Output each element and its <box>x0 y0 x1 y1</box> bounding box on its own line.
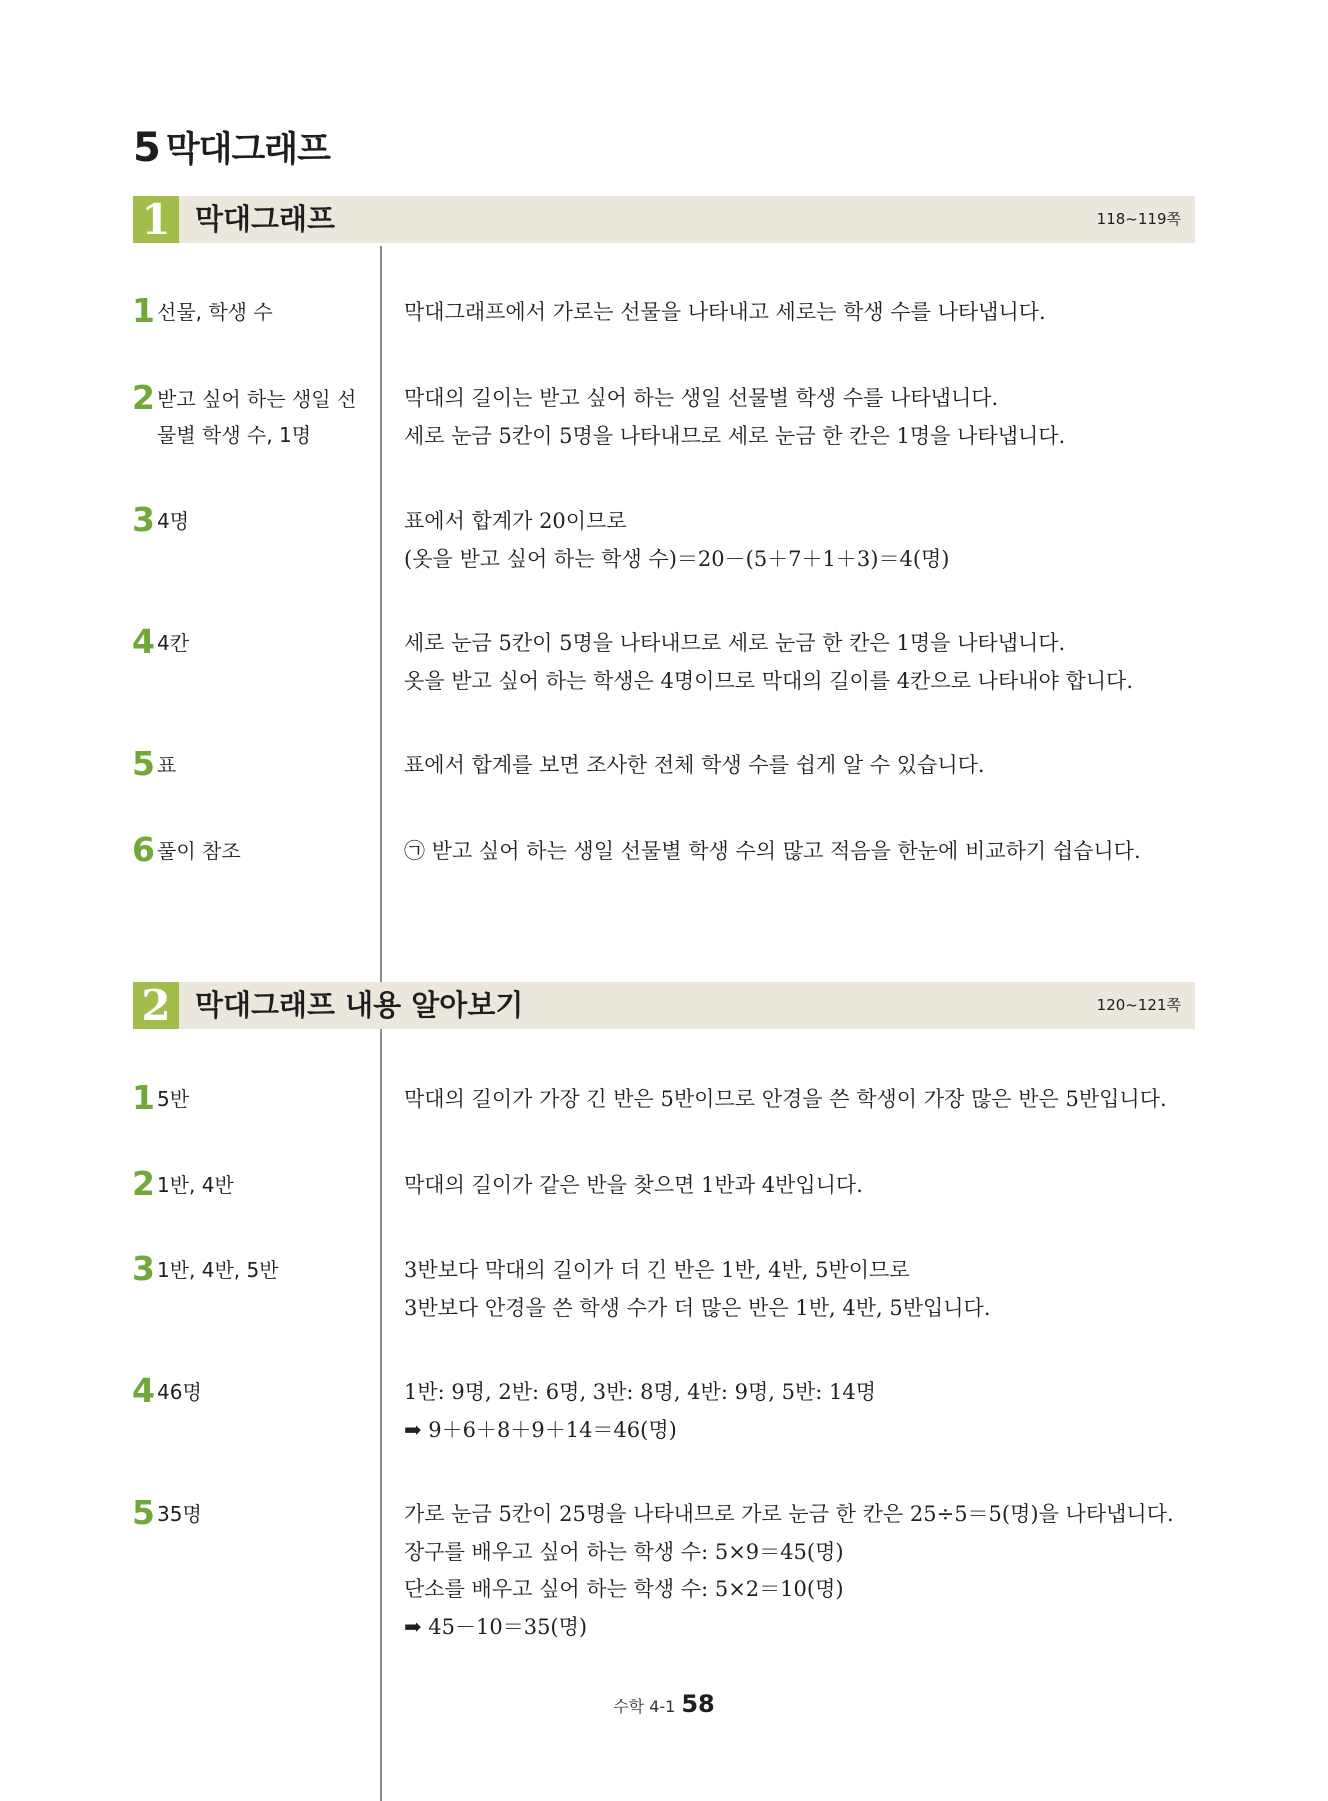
question-number: 4 <box>132 1371 155 1410</box>
question-number: 1 <box>132 1078 155 1117</box>
page-number: 58 <box>681 1690 715 1718</box>
answer-text: 35명 <box>157 1502 202 1526</box>
explanation-line: ➡ 9＋6＋8＋9＋14＝46(명) <box>404 1417 677 1442</box>
answer-text: 1반, 4반 <box>157 1173 234 1197</box>
explanation-line: 막대의 길이가 가장 긴 반은 5반이므로 안경을 쓴 학생이 가장 많은 반은 5반입니다. <box>404 1087 1167 1111</box>
explanation <box>404 747 1194 785</box>
explanation <box>404 833 1194 871</box>
explanation-line: 단소를 배우고 싶어 하는 학생 수: 5×2＝10(명) <box>404 1577 844 1601</box>
explanation <box>404 380 1194 455</box>
explanation <box>404 625 1194 700</box>
section-page-range: 120~121쪽 <box>1096 996 1181 1014</box>
question-number: 1 <box>132 291 155 330</box>
explanation-line: ➡ 45－10＝35(명) <box>404 1614 588 1639</box>
question-number: 3 <box>132 500 155 539</box>
explanation-line: 표에서 합계를 보면 조사한 전체 학생 수를 쉽게 알 수 있습니다. <box>404 753 985 777</box>
explanation <box>404 1252 1194 1327</box>
page-footer <box>0 1690 1328 1718</box>
explanation-line: ㉠ 받고 싶어 하는 생일 선물별 학생 수의 많고 적음을 한눈에 비교하기 쉽습니다. <box>404 839 1141 863</box>
chapter-title <box>133 122 330 172</box>
section-page-range: 118~119쪽 <box>1096 210 1181 228</box>
explanation-line: 세로 눈금 5칸이 5명을 나타내므로 세로 눈금 한 칸은 1명을 나타냅니다. <box>404 631 1066 655</box>
answer-text: 표 <box>157 753 177 777</box>
explanation-line: (옷을 받고 싶어 하는 학생 수)＝20－(5＋7＋1＋3)＝4(명) <box>404 546 950 571</box>
section-number-badge: 2 <box>133 982 179 1029</box>
question-number: 3 <box>132 1249 155 1288</box>
explanation-line: 막대그래프에서 가로는 선물을 나타내고 세로는 학생 수를 나타냅니다. <box>404 300 1046 324</box>
answer-text: 4명 <box>157 509 190 533</box>
explanation <box>404 1081 1194 1119</box>
chapter-title-text: 막대그래프 <box>165 130 330 170</box>
explanation-line: 3반보다 막대의 길이가 더 긴 반은 1반, 4반, 5반이므로 <box>404 1258 910 1282</box>
section-header-2 <box>133 982 1195 1029</box>
explanation-line: 3반보다 안경을 쓴 학생 수가 더 많은 반은 1반, 4반, 5반입니다. <box>404 1295 991 1320</box>
question-number: 2 <box>132 378 155 417</box>
question-number: 6 <box>132 830 155 869</box>
section-header-1 <box>133 196 1195 243</box>
question-number: 4 <box>132 622 155 661</box>
section-number-badge: 1 <box>133 196 179 243</box>
explanation <box>404 1167 1194 1205</box>
explanation-line: 1반: 9명, 2반: 6명, 3반: 8명, 4반: 9명, 5반: 14명 <box>404 1380 876 1404</box>
answer-text: 선물, 학생 수 <box>157 300 273 324</box>
explanation-line: 막대의 길이는 받고 싶어 하는 생일 선물별 학생 수를 나타냅니다. <box>404 386 999 410</box>
question-number: 5 <box>132 1493 155 1532</box>
question-number: 5 <box>132 744 155 783</box>
explanation <box>404 294 1194 332</box>
answer-text: 받고 싶어 하는 생일 선물별 학생 수, 1명 <box>157 387 357 447</box>
explanation-line: 장구를 배우고 싶어 하는 학생 수: 5×9＝45(명) <box>404 1539 844 1564</box>
section-title: 막대그래프 <box>195 202 336 236</box>
answer-text: 4칸 <box>157 631 190 655</box>
question-number: 2 <box>132 1164 155 1203</box>
answer-text: 5반 <box>157 1087 190 1111</box>
explanation <box>404 1496 1194 1646</box>
explanation-line: 막대의 길이가 같은 반을 찾으면 1반과 4반입니다. <box>404 1173 863 1197</box>
explanation-line: 세로 눈금 5칸이 5명을 나타내므로 세로 눈금 한 칸은 1명을 나타냅니다. <box>404 423 1066 448</box>
answer-text: 1반, 4반, 5반 <box>157 1258 279 1282</box>
answer-text: 풀이 참조 <box>157 839 241 863</box>
answer-text: 46명 <box>157 1380 202 1404</box>
explanation-line: 옷을 받고 싶어 하는 학생은 4명이므로 막대의 길이를 4칸으로 나타내야 합니다. <box>404 668 1134 693</box>
footer-label: 수학 4-1 <box>613 1697 676 1716</box>
explanation <box>404 503 1194 578</box>
explanation <box>404 1374 1194 1449</box>
explanation-line: 표에서 합계가 20이므로 <box>404 509 627 533</box>
section-title: 막대그래프 내용 알아보기 <box>195 988 524 1022</box>
chapter-number: 5 <box>133 125 160 171</box>
explanation-line: 가로 눈금 5칸이 25명을 나타내므로 가로 눈금 한 칸은 25÷5＝5(명)을 나타냅니다. <box>404 1502 1174 1526</box>
